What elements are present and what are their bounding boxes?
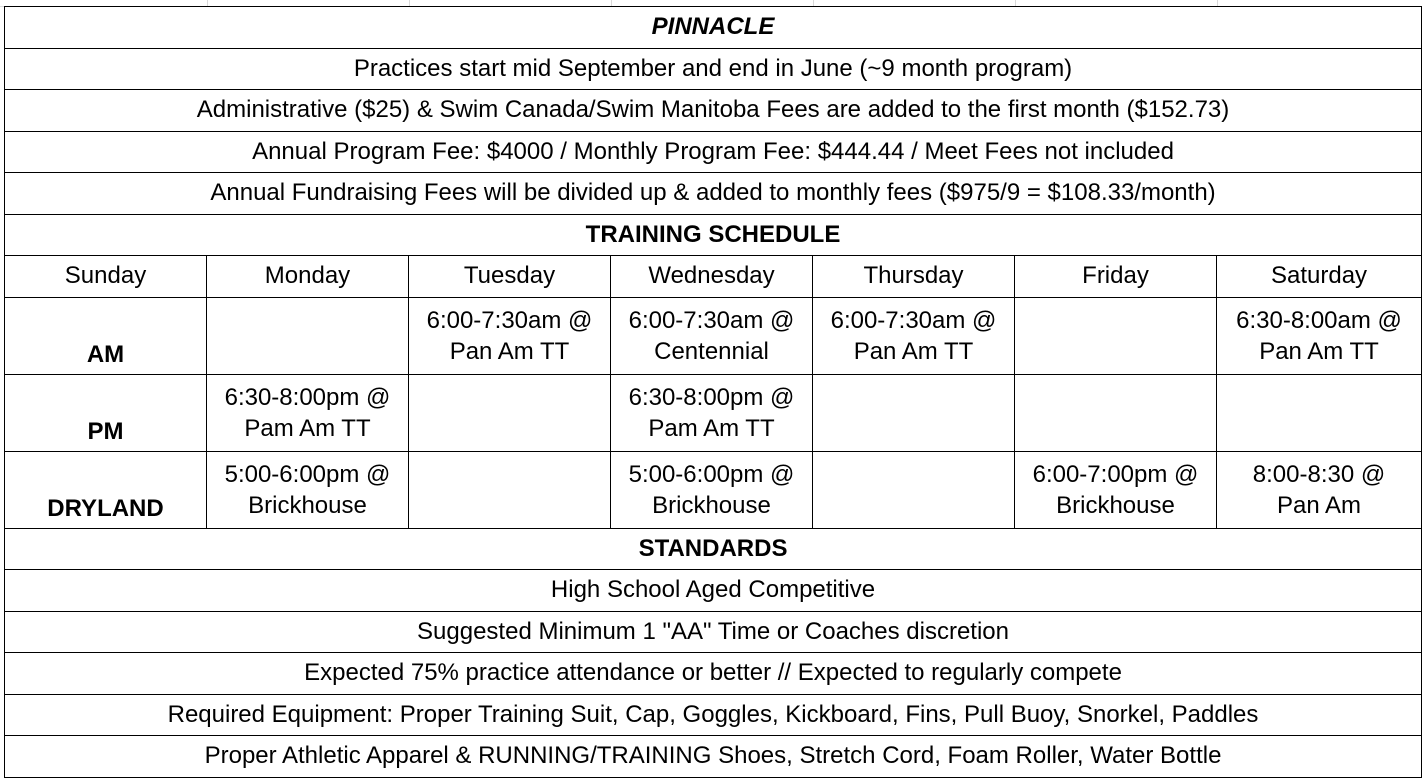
standards-line[interactable]: Suggested Minimum 1 "AA" Time or Coaches discretion (5, 611, 1422, 653)
session-time: 5:00-6:00pm @ (224, 460, 391, 488)
schedule-cell[interactable] (813, 451, 1015, 528)
session-time: 6:30-8:00am @ (1236, 306, 1402, 334)
session-location: Centennial (654, 337, 769, 365)
session-location: Pan Am TT (449, 337, 570, 365)
session-time: 6:30-8:00pm @ (224, 383, 391, 411)
schedule-cell[interactable] (207, 297, 409, 374)
schedule-cell[interactable] (1217, 297, 1422, 374)
session-location: Pam Am TT (648, 414, 775, 442)
row-label-pm[interactable]: PM (5, 374, 207, 451)
day-header-sunday[interactable]: Sunday (5, 256, 207, 298)
session-location: Brickhouse (248, 491, 367, 519)
schedule-row-dryland (5, 451, 1422, 528)
day-header-friday[interactable]: Friday (1015, 256, 1217, 298)
session-time: 6:00-7:30am @ (830, 306, 997, 334)
schedule-cell[interactable] (1217, 374, 1422, 451)
schedule-cell[interactable] (611, 297, 813, 374)
session-location: Brickhouse (652, 491, 771, 519)
schedule-cell[interactable] (813, 374, 1015, 451)
session-time: 6:00-7:30am @ (628, 306, 795, 334)
schedule-cell[interactable] (611, 451, 813, 528)
standards-line[interactable]: Required Equipment: Proper Training Suit, Cap, Goggles, Kickboard, Fins, Pull Buoy, Snorkel, Paddles (5, 694, 1422, 736)
schedule-cell[interactable] (1015, 374, 1217, 451)
info-line[interactable]: Annual Fundraising Fees will be divided up & added to monthly fees ($975/9 = $108.33/month) (5, 173, 1422, 215)
schedule-cell[interactable] (409, 297, 611, 374)
info-line[interactable]: Administrative ($25) & Swim Canada/Swim Manitoba Fees are added to the first month ($152.73) (5, 90, 1422, 132)
row-label-dryland[interactable]: DRYLAND (5, 451, 207, 528)
schedule-cell[interactable] (1015, 451, 1217, 528)
program-title[interactable]: PINNACLE (5, 7, 1422, 49)
standards-line[interactable]: Proper Athletic Apparel & RUNNING/TRAINING Shoes, Stretch Cord, Foam Roller, Water Bottle (5, 736, 1422, 778)
training-schedule-heading[interactable]: TRAINING SCHEDULE (5, 214, 1422, 256)
schedule-cell[interactable] (611, 374, 813, 451)
session-location: Pan Am TT (1259, 337, 1379, 365)
session-location: Pan Am (1276, 491, 1362, 519)
session-time: 6:30-8:00pm @ (628, 383, 795, 411)
row-label-am[interactable]: AM (5, 297, 207, 374)
schedule-row-am (5, 297, 1422, 374)
pinnacle-table (4, 6, 1422, 778)
standards-line[interactable]: High School Aged Competitive (5, 570, 1422, 612)
schedule-cell[interactable] (207, 374, 409, 451)
schedule-cell[interactable] (409, 374, 611, 451)
schedule-cell[interactable] (409, 451, 611, 528)
schedule-cell[interactable] (1015, 297, 1217, 374)
schedule-cell[interactable] (207, 451, 409, 528)
session-time: 8:00-8:30 @ (1252, 460, 1386, 488)
day-header-wednesday[interactable]: Wednesday (611, 256, 813, 298)
session-time: 6:00-7:30am @ (426, 306, 593, 334)
info-line[interactable]: Practices start mid September and end in June (~9 month program) (5, 48, 1422, 90)
schedule-sheet (4, 6, 1421, 778)
standards-line[interactable]: Expected 75% practice attendance or better // Expected to regularly compete (5, 653, 1422, 695)
session-location: Pan Am TT (853, 337, 974, 365)
schedule-row-pm (5, 374, 1422, 451)
session-location: Brickhouse (1056, 491, 1175, 519)
day-header-saturday[interactable]: Saturday (1217, 256, 1422, 298)
day-header-monday[interactable]: Monday (207, 256, 409, 298)
info-line[interactable]: Annual Program Fee: $4000 / Monthly Program Fee: $444.44 / Meet Fees not included (5, 131, 1422, 173)
session-time: 5:00-6:00pm @ (628, 460, 795, 488)
standards-heading[interactable]: STANDARDS (5, 528, 1422, 570)
day-header-tuesday[interactable]: Tuesday (409, 256, 611, 298)
day-header-thursday[interactable]: Thursday (813, 256, 1015, 298)
session-location: Pam Am TT (244, 414, 371, 442)
session-time: 6:00-7:00pm @ (1032, 460, 1199, 488)
schedule-cell[interactable] (1217, 451, 1422, 528)
schedule-cell[interactable] (813, 297, 1015, 374)
